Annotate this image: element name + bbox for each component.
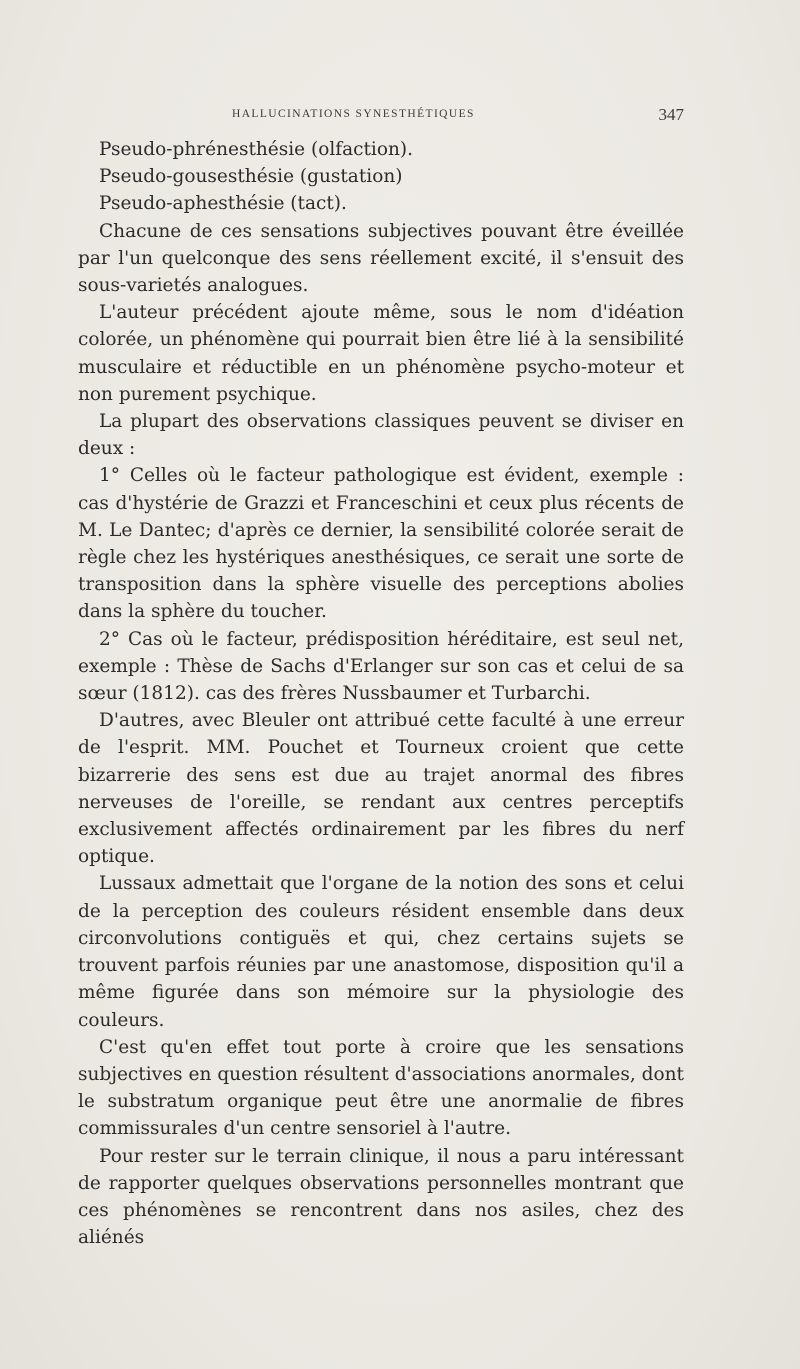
paragraph-la-plupart: La plupart des observations classiques peuvent se diviser en deux : xyxy=(78,411,684,460)
paragraph-pseudo-gousesthesie: Pseudo-gousesthésie (gustation) xyxy=(99,166,403,188)
paragraph-auteur-precedent: L'auteur précédent ajoute même, sous le nom d'idéation colorée, un phénomène qui pourrait bien être lié à la sensibilité musculaire et réductible en un phénomène psycho-moteur et non purement psychique. xyxy=(78,302,684,405)
page-number: 347 xyxy=(658,105,684,124)
paragraph-pseudo-aphesthesie: Pseudo-aphesthésie (tact). xyxy=(99,193,347,215)
paragraph-lussaux: Lussaux admettait que l'organe de la notion des sons et celui de la perception des couleurs résident ensemble dans deux circonvolutions contiguës et qui, chez certains sujets se trouvent parfois réunies par une anastomose, disposition qu'il a même figurée dans son mémoire sur la physiologie des couleurs. xyxy=(78,873,684,1031)
paragraph-d-autres: D'autres, avec Bleuler ont attribué cette faculté à une erreur de l'esprit. MM. Pouchet et Tourneux croient que cette bizarrerie des sens est due au trajet anormal des fibres nerveuses de l'oreille, se rendant aux centres perceptifs exclusivement affectés ordinairement par les fibres du nerf optique. xyxy=(78,710,684,868)
paragraph-item-1: 1° Celles où le facteur pathologique est évident, exemple : cas d'hystérie de Grazzi et Franceschini et ceux plus récents de M. Le Dantec; d'après ce dernier, la sensibilité colorée serait de règle chez les hystériques anesthésiques, ce serait une sorte de transposition dans la sphère visuelle des perceptions abolies dans la sphère du toucher. xyxy=(78,465,684,623)
paragraph-chacune: Chacune de ces sensations subjectives pouvant être éveillée par l'un quelconque des sens réellement excité, il s'ensuit des sous-varietés analogues. xyxy=(78,220,684,297)
paragraph-pour-rester: Pour rester sur le terrain clinique, il nous a paru intéressant de rapporter quelques observations personnelles montrant que ces phénomènes se rencontrent dans nos asiles, chez des aliénés xyxy=(78,1145,684,1249)
body-text xyxy=(78,136,684,1251)
paragraph-c-est-qu-en-effet: C'est qu'en effet tout porte à croire que les sensations subjectives en question résultent d'associations anormales, dont le substratum organique peut être une anormalie de fibres commissurales d'un centre sensoriel à l'autre. xyxy=(78,1036,684,1140)
paragraph-pseudo-phrenesthesie: Pseudo-phrénesthésie (olfaction). xyxy=(99,139,413,160)
page-header xyxy=(78,105,684,130)
paragraph-item-2: 2° Cas où le facteur, prédisposition héréditaire, est seul net, exemple : Thèse de Sachs d'Erlanger sur son cas et celui de sa sœur (1812). cas des frères Nussbaumer et Turbarchi. xyxy=(78,628,684,705)
running-title: HALLUCINATIONS SYNESTHÉTIQUES xyxy=(232,108,475,120)
